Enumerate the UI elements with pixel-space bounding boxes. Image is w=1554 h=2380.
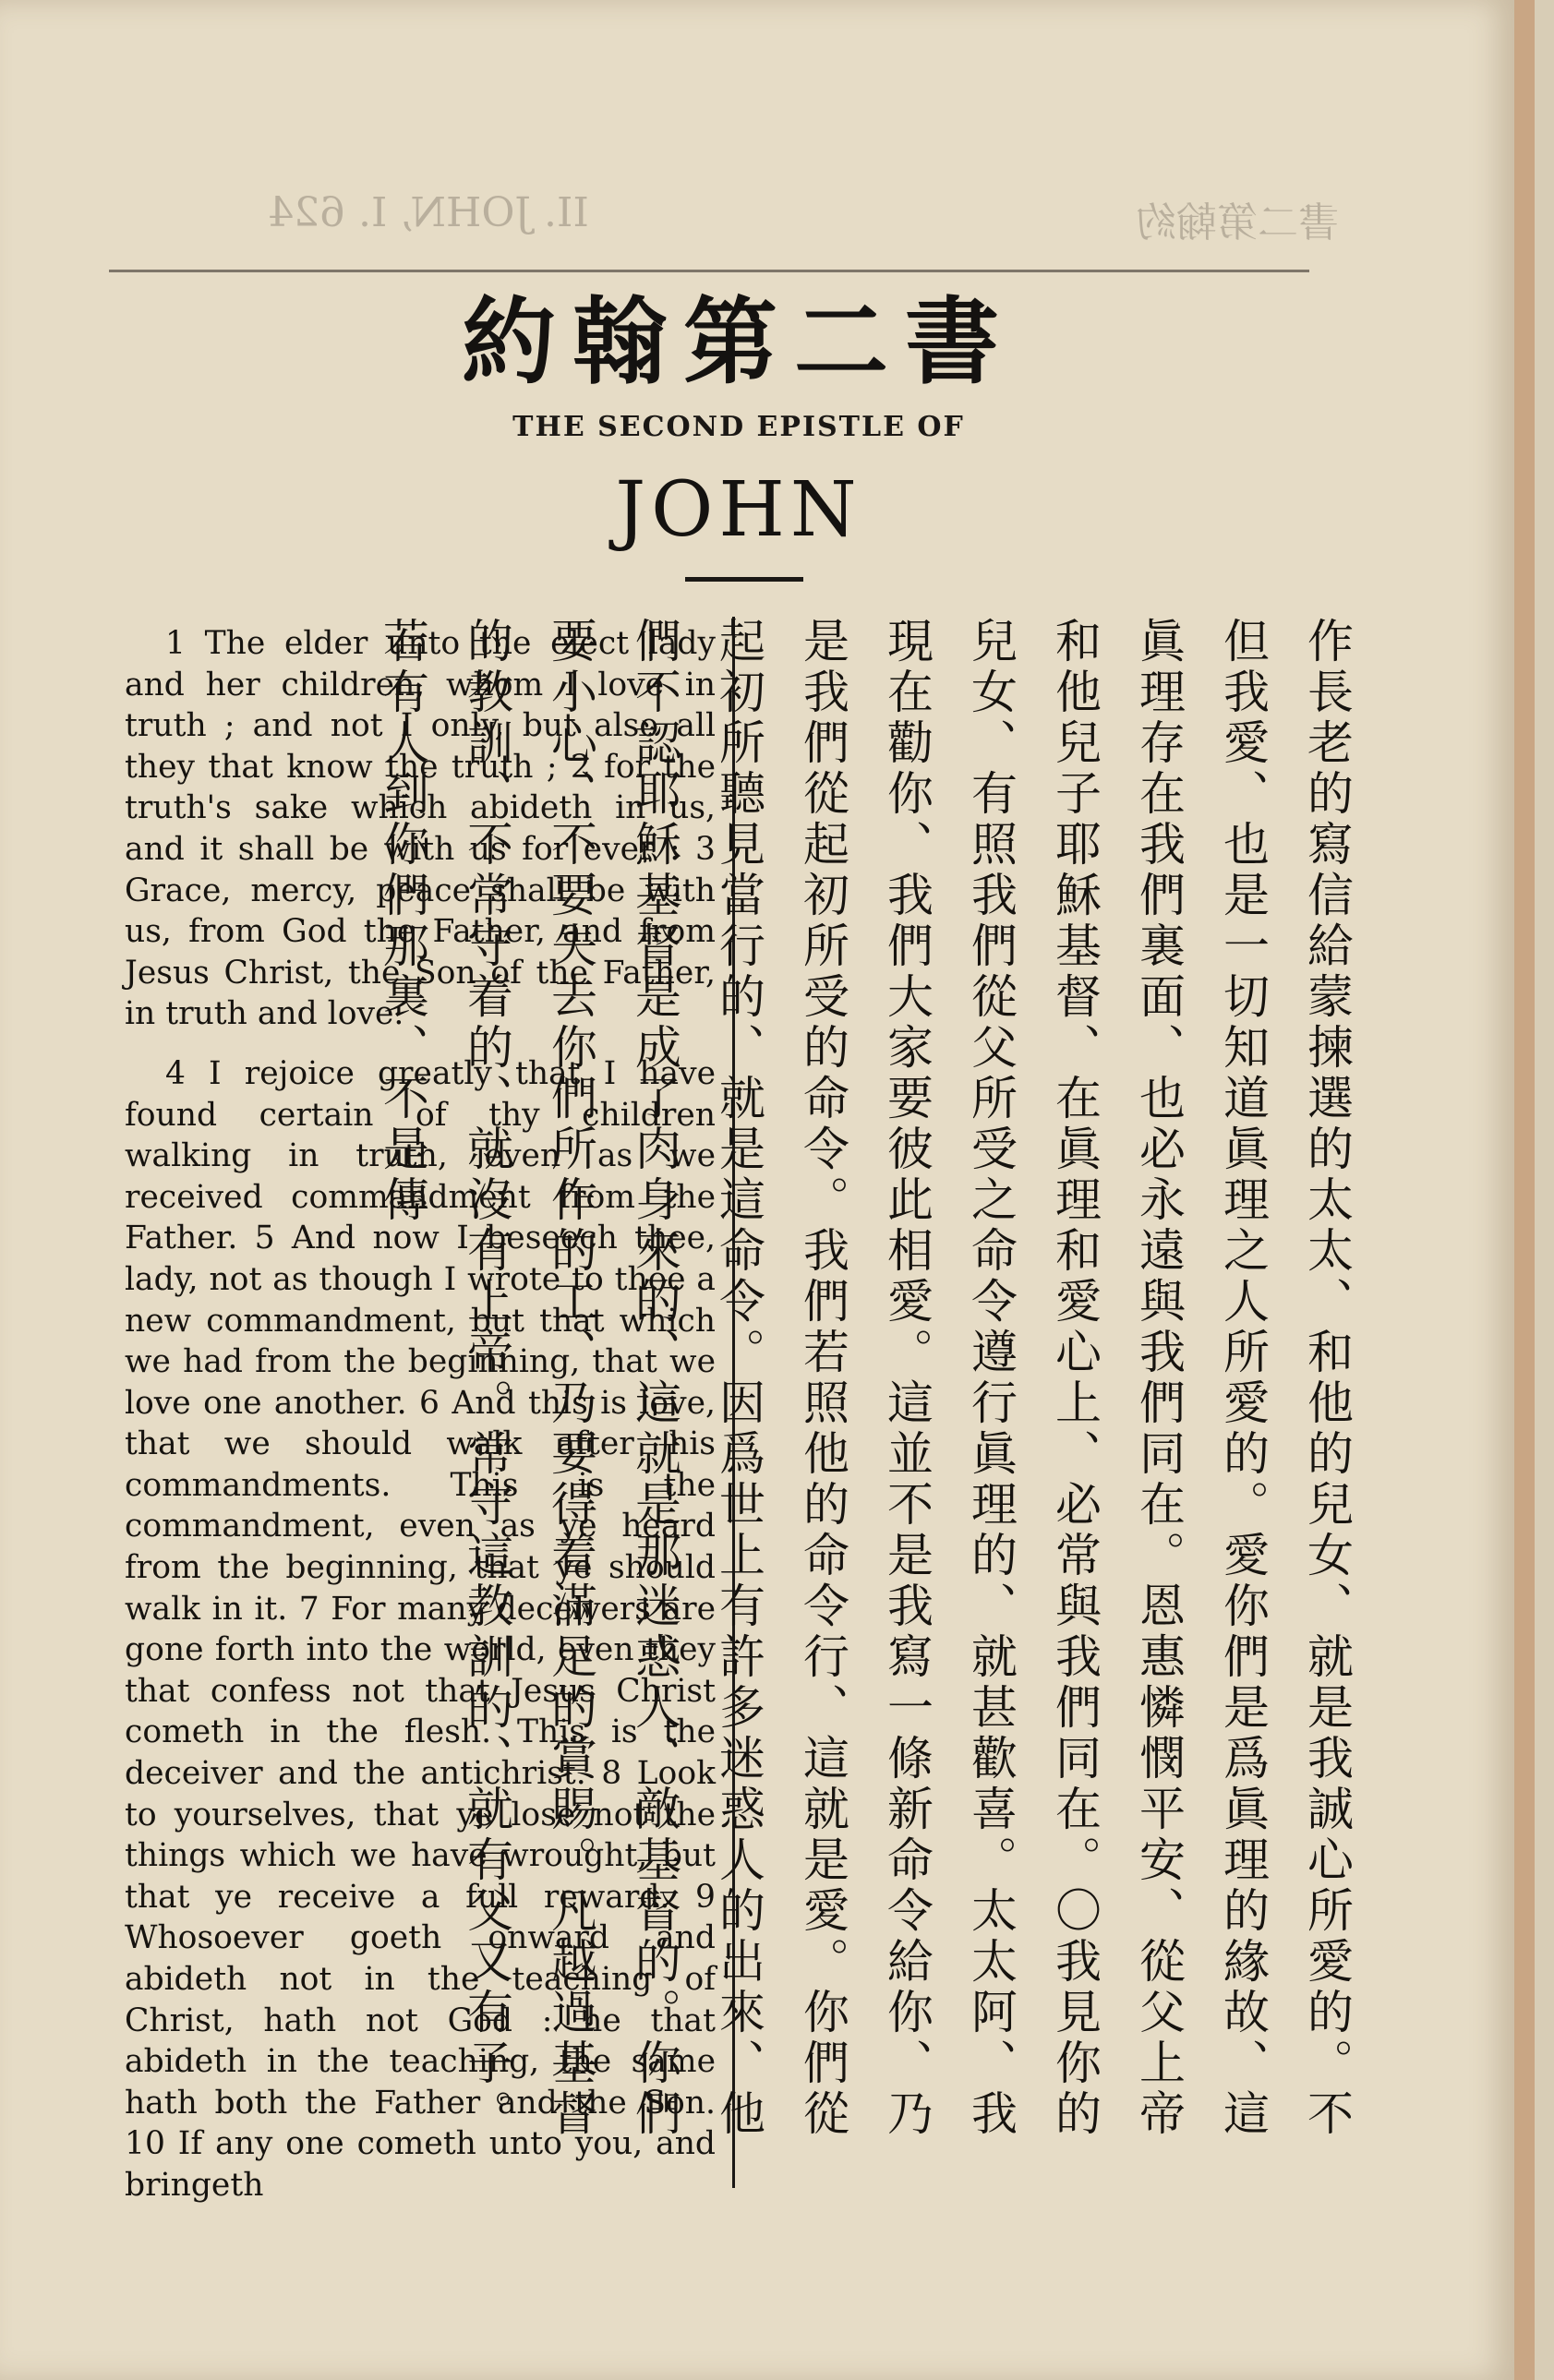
english-paragraph-2: 4 I rejoice greatly that I have found certain of thy children walking in truth, even as we received commandment from the Father. 5 And now I beseech thee, lady, not as though I wrote to thee a new commandment, but that which we had from the beginning, that we love one another. 6 And this is love, that we should walk after his commandments. This is the commandment, even as ye heard from the beginning, that ye should walk in it. 7 For many deceivers are gone forth into the world, even they that confess not that Jesus Christ cometh in the flesh. This is the deceiver and the antichrist. 8 Look to yourselves, that ye lose not the things which we have wrought, but that ye receive a full reward. 9 Whosoever goeth onward and abideth not in the teaching of Christ, hath not God : he that abideth in the teaching, the same hath both the Father and the Son. 10 If any one cometh unto you, and bringeth	[125, 1054, 716, 2204]
chinese-title: 約翰第二書	[462, 288, 1016, 398]
english-paragraph-1: 1 The elder unto the elect lady and her children, whom I love in truth ; and not I only, but also all they that know the truth ; 2 for the truth's sake which abideth in us, and it shall be with us for ever : 3 Grace, mercy, peace shall be with us, from God the Father, and from Jesus Christ, the Son of the Father, in truth and love.	[125, 625, 716, 1033]
english-title: JOHN	[615, 466, 862, 554]
bleed-through-header	[268, 189, 1339, 248]
title-rule	[685, 577, 803, 582]
chinese-column: 作長老的寫信給蒙揀選的太太、和他的兒女、就是我誠心所愛的。不但我愛、也是一切知道眞理之人所愛的。愛你們是爲眞理的緣故、這眞理存在我們裏面、也必永遠與我們同在。恩惠憐憫平安、從父上帝和他兒子耶穌基督、在眞理和愛心上、必常與我們同在。〇我見你的兒女、有照我們從父所受之命令遵行眞理的、就甚歡喜。太太阿、我現在勸你、我們大家要彼此相愛。這並不是我寫一條新命令給你、乃是我們從起初所受的命令。我們若照他的命令行、這就是愛。你們從起初所聽見當行的、就是這命令。因爲世上有許多迷惑人的出來、他們不認耶穌基督是成了肉身來的、這就是那迷惑人、敵基督的。你們要小心、不要失去你們所作的工、乃要得着滿足的賞賜。凡越過基督的教訓、不常守着的、就沒有上帝。常守這教訓的、就有父又有子。若有人到你們那裏、不是傳	[376, 617, 1354, 2140]
ghost-header-right: II. JOHN, I. 624	[268, 189, 589, 236]
ghost-header-left: 書二第翰約	[1136, 199, 1339, 246]
english-subtitle: THE SECOND EPISTLE OF	[512, 411, 965, 443]
